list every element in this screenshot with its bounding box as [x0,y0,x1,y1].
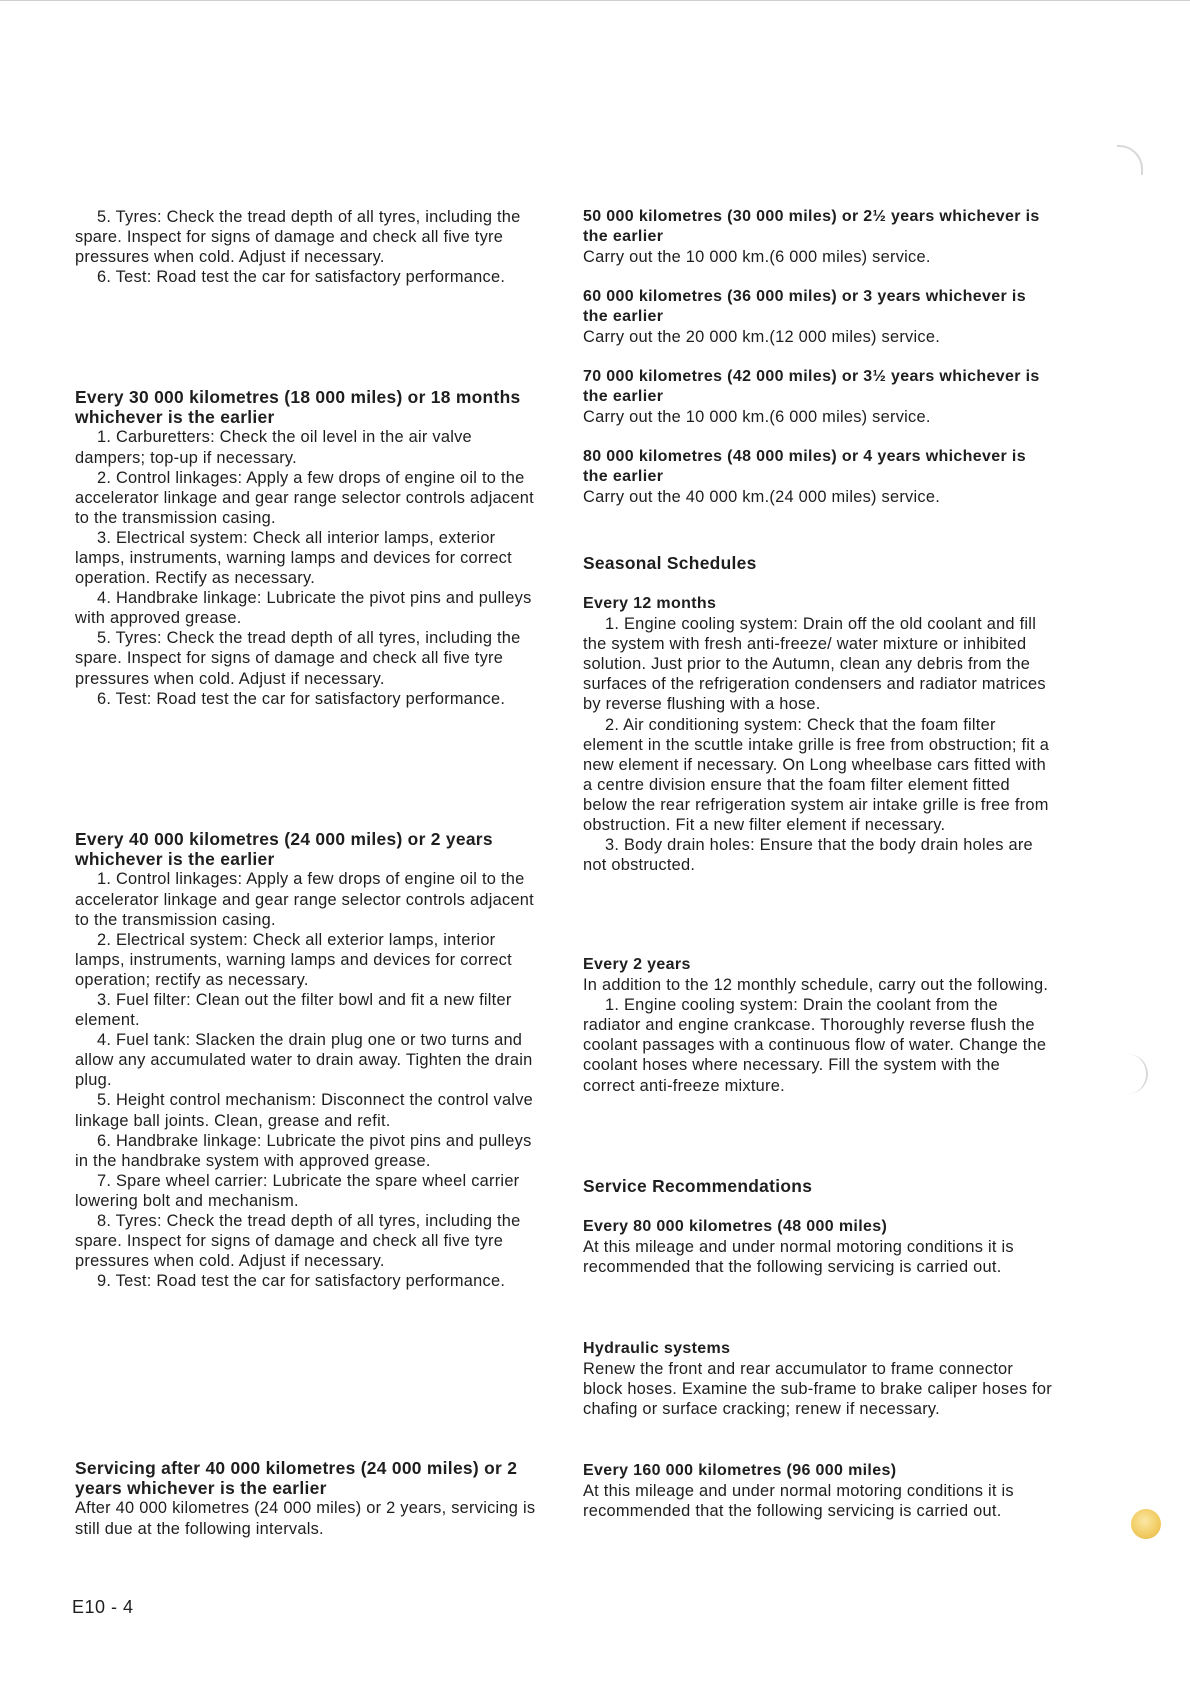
every-80000-body: At this mileage and under normal motoring conditions it is recommended that the following servicing is carried out. [583,1238,1014,1277]
hydraulic-heading: Hydraulic systems [583,1340,731,1357]
s80000-body: Carry out the 40 000 km.(24 000 miles) service. [583,488,941,507]
s70000-body: Carry out the 10 000 km.(6 000 miles) service. [583,408,931,427]
s40000-item-5: 5. Height control mechanism: Disconnect the control valve linkage ball joints. Clean, grease and refit. [75,1091,534,1130]
every-2-years-heading: Every 2 years [583,956,691,973]
e2y-item-1: 1. Engine cooling system: Drain the coolant from the radiator and engine crankcase. Thoroughly reverse flush the coolant passages with a continuous flow of water. Change the coolant hoses where necessary. Fill the system with the correct anti-freeze mixture. [583,996,1047,1095]
s60000-body: Carry out the 20 000 km.(12 000 miles) service. [583,328,941,347]
page-top-rule [0,0,1190,1]
every-160000-body: At this mileage and under normal motoring conditions it is recommended that the following servicing is carried out. [583,1482,1014,1521]
s50000-body: Carry out the 10 000 km.(6 000 miles) service. [583,248,931,267]
binder-tab-mark [1117,145,1143,175]
s50000-heading: 50 000 kilometres (30 000 miles) or 2½ years whichever is the earlier [583,208,1040,246]
seasonal-schedules [583,552,1053,574]
section-40000-heading: Every 40 000 kilometres (24 000 miles) or 2 years whichever is the earlier [75,829,493,870]
s30000-item-4: 4. Handbrake linkage: Lubricate the pivot pins and pulleys with approved grease. [75,589,532,628]
s40000-item-3: 3. Fuel filter: Clean out the filter bowl and fit a new filter element. [75,990,512,1030]
s70000-heading: 70 000 kilometres (42 000 miles) or 3½ years whichever is the earlier [583,368,1040,406]
section-after-40000 [75,1458,545,1539]
s40000-item-4: 4. Fuel tank: Slacken the drain plug one or two turns and allow any accumulated water to drain away. Tighten the drain plug. [75,1031,533,1090]
hydraulic-body: Renew the front and rear accumulator to frame connector block hoses. Examine the sub-frame to brake caliper hoses for chafing or surface cracking; renew if necessary. [583,1360,1052,1419]
every-12-months-heading: Every 12 months [583,595,717,612]
intro-item-6: 6. Test: Road test the car for satisfactory performance. [97,268,506,287]
s40000-item-9: 9. Test: Road test the car for satisfactory performance. [97,1272,506,1291]
s40000-item-2: 2. Electrical system: Check all exterior lamps, interior lamps, instruments, warning lamps and devices for correct operation; rectify as necessary. [75,930,512,989]
section-80000-km [583,447,1053,507]
section-70000-km [583,367,1053,427]
section-30000-km [75,387,545,709]
after-40000-heading: Servicing after 40 000 kilometres (24 000 miles) or 2 years whichever is the earlier [75,1458,518,1499]
section-30000-heading: Every 30 000 kilometres (18 000 miles) or 18 months whichever is the earlier [75,387,521,428]
every-80000-km [583,1217,1053,1277]
tyres-test-intro [75,207,545,287]
e12-item-3: 3. Body drain holes: Ensure that the body drain holes are not obstructed. [583,836,1033,875]
every-2-years-intro: In addition to the 12 monthly schedule, carry out the following. [583,976,1049,995]
s40000-item-1: 1. Control linkages: Apply a few drops of engine oil to the accelerator linkage and gear range selector controls adjacent to the transmission casing. [75,870,534,929]
s30000-item-1: 1. Carburetters: Check the oil level in the air valve dampers; top-up if necessary. [75,428,472,467]
s30000-item-2: 2. Control linkages: Apply a few drops of engine oil to the accelerator linkage and gear range selector controls adjacent to the transmission casing. [75,468,534,527]
every-12-months [583,594,1053,875]
after-40000-body: After 40 000 kilometres (24 000 miles) or 2 years, servicing is still due at the following intervals. [75,1499,536,1538]
every-80000-heading: Every 80 000 kilometres (48 000 miles) [583,1218,888,1235]
page-edge-mark [1128,1054,1148,1094]
s30000-item-6: 6. Test: Road test the car for satisfactory performance. [97,689,506,708]
s30000-item-5: 5. Tyres: Check the tread depth of all tyres, including the spare. Inspect for signs of damage and check all five tyre pressures when cold. Adjust if necessary. [75,629,521,688]
e12-item-1: 1. Engine cooling system: Drain off the old coolant and fill the system with fresh anti-freeze/ water mixture or inhibited solution. Just prior to the Autumn, clean any debris from the surfaces of the refrigeration condensers and radiator matrices by reverse flushing with a hose. [583,615,1046,714]
yellow-dot-mark [1131,1509,1161,1539]
seasonal-schedules-title: Seasonal Schedules [583,553,757,573]
section-50000-km [583,207,1053,267]
service-recommendations [583,1175,1053,1197]
e12-item-2: 2. Air conditioning system: Check that the foam filter element in the scuttle intake grille is free from obstruction; fit a new element if necessary. On Long wheelbase cars fitted with a centre division ensure that the foam filter element fitted below the rear refrigeration system air intake grille is free from obstruction. Fit a new filter element if necessary. [583,715,1050,835]
section-40000-km [75,829,545,1291]
every-160000-km [583,1461,1053,1521]
every-160000-heading: Every 160 000 kilometres (96 000 miles) [583,1462,897,1479]
page-number: E10 - 4 [72,1597,134,1617]
s30000-item-3: 3. Electrical system: Check all interior lamps, exterior lamps, instruments, warning lamps and devices for correct operation. Rectify as necessary. [75,528,512,588]
section-60000-km [583,287,1053,347]
s80000-heading: 80 000 kilometres (48 000 miles) or 4 years whichever is the earlier [583,448,1026,486]
s40000-item-7: 7. Spare wheel carrier: Lubricate the spare wheel carrier lowering bolt and mechanism. [75,1171,520,1210]
service-recommendations-title: Service Recommendations [583,1176,813,1196]
intro-item-5: 5. Tyres: Check the tread depth of all tyres, including the spare. Inspect for signs of damage and check all five tyre pressures when cold. Adjust if necessary. [75,208,521,267]
s40000-item-8: 8. Tyres: Check the tread depth of all tyres, including the spare. Inspect for signs of damage and check all five tyre pressures when cold. Adjust if necessary. [75,1212,521,1271]
s60000-heading: 60 000 kilometres (36 000 miles) or 3 years whichever is the earlier [583,288,1026,326]
hydraulic-systems [583,1339,1053,1419]
s40000-item-6: 6. Handbrake linkage: Lubricate the pivot pins and pulleys in the handbrake system with approved grease. [75,1131,532,1170]
every-2-years [583,955,1053,1096]
